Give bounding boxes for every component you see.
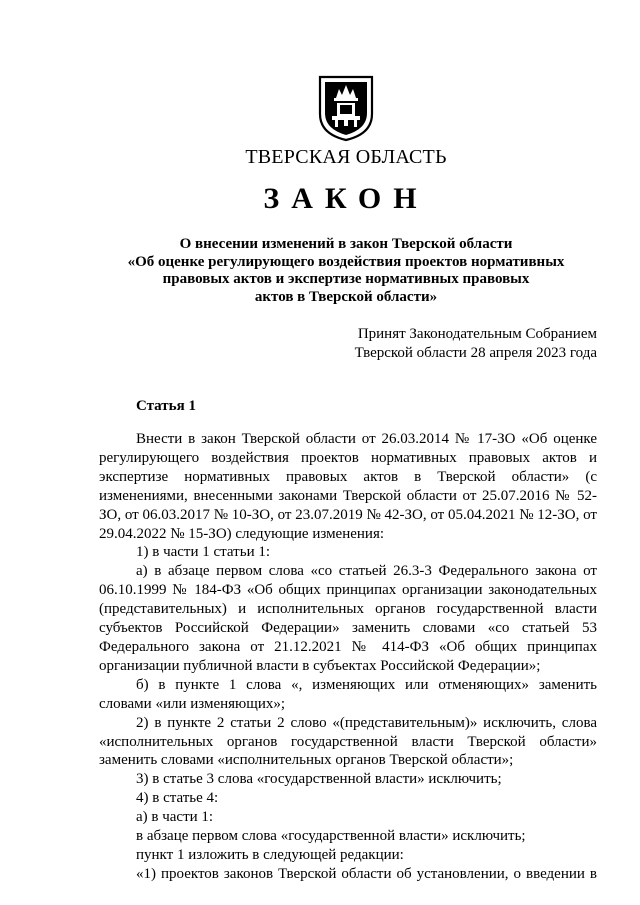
law-title xyxy=(0,236,640,307)
document-type: ЗАКОН xyxy=(263,182,429,215)
paragraph: 2) в пункте 2 статьи 2 слово «(представительным)» исключить, слова «исполнительных органов государственной власти Тверской области» заменить словами «исполнительных органов Тверской области»; xyxy=(99,714,597,769)
paragraph: в абзаце первом слова «государственной власти» исключить; xyxy=(136,828,526,845)
paragraph: 4) в статье 4: xyxy=(136,790,219,807)
adoption-note xyxy=(355,325,597,363)
title-line: актов в Тверской области» xyxy=(254,289,438,306)
paragraph: «1) проектов законов Тверской области об установлении, о введении в xyxy=(136,865,597,882)
paragraph: 1) в части 1 статьи 1: xyxy=(136,544,271,561)
paragraph: б) в пункте 1 слова «, изменяющих или отменяющих» заменить словами «или изменяющих»; xyxy=(99,676,597,712)
article-body xyxy=(99,430,597,884)
paragraph: а) в абзаце первом слова «со статьей 26.3-3 Федерального закона от 06.10.1999 № 184-ФЗ «Об общих принципах организации законодательных (представительных) и исполнительных органов государственной власти субъектов Российской Федерации» заменить словами «со статьей 53 Федерального закона от 21.12.2021 № 414-ФЗ «Об общих принципах организации публичной власти в субъектах Российской Федерации»; xyxy=(99,563,597,674)
title-line: «Об оценке регулирующего воздействия проектов нормативных xyxy=(127,253,565,270)
article-heading: Статья 1 xyxy=(136,398,196,414)
tver-coat-of-arms-icon xyxy=(317,74,375,142)
adoption-line: Тверской области 28 апреля 2023 года xyxy=(354,345,597,361)
title-line: правовых актов и экспертизе нормативных правовых xyxy=(162,271,530,288)
region-name: ТВЕРСКАЯ ОБЛАСТЬ xyxy=(245,146,447,168)
title-line: О внесении изменений в закон Тверской области xyxy=(179,236,513,252)
paragraph: а) в части 1: xyxy=(136,809,214,826)
paragraph: Внести в закон Тверской области от 26.03.2014 № 17-ЗО «Об оценке регулирующего воздействия проектов нормативных правовых актов и экспертизе нормативных правовых актов в Тверской области» (с изменениями, внесенными законами Тверской области от 25.07.2016 № 52-ЗО, от 06.03.2017 № 10-ЗО, от 23.07.2019 № 42-ЗО, от 05.04.2021 № 12-ЗО, от 29.04.2022 № 15-ЗО) следующие изменения: xyxy=(99,431,597,542)
adoption-line: Принят Законодательным Собранием xyxy=(357,326,597,342)
paragraph: 3) в статье 3 слова «государственной власти» исключить; xyxy=(136,771,502,788)
paragraph: пункт 1 изложить в следующей редакции: xyxy=(136,846,404,863)
